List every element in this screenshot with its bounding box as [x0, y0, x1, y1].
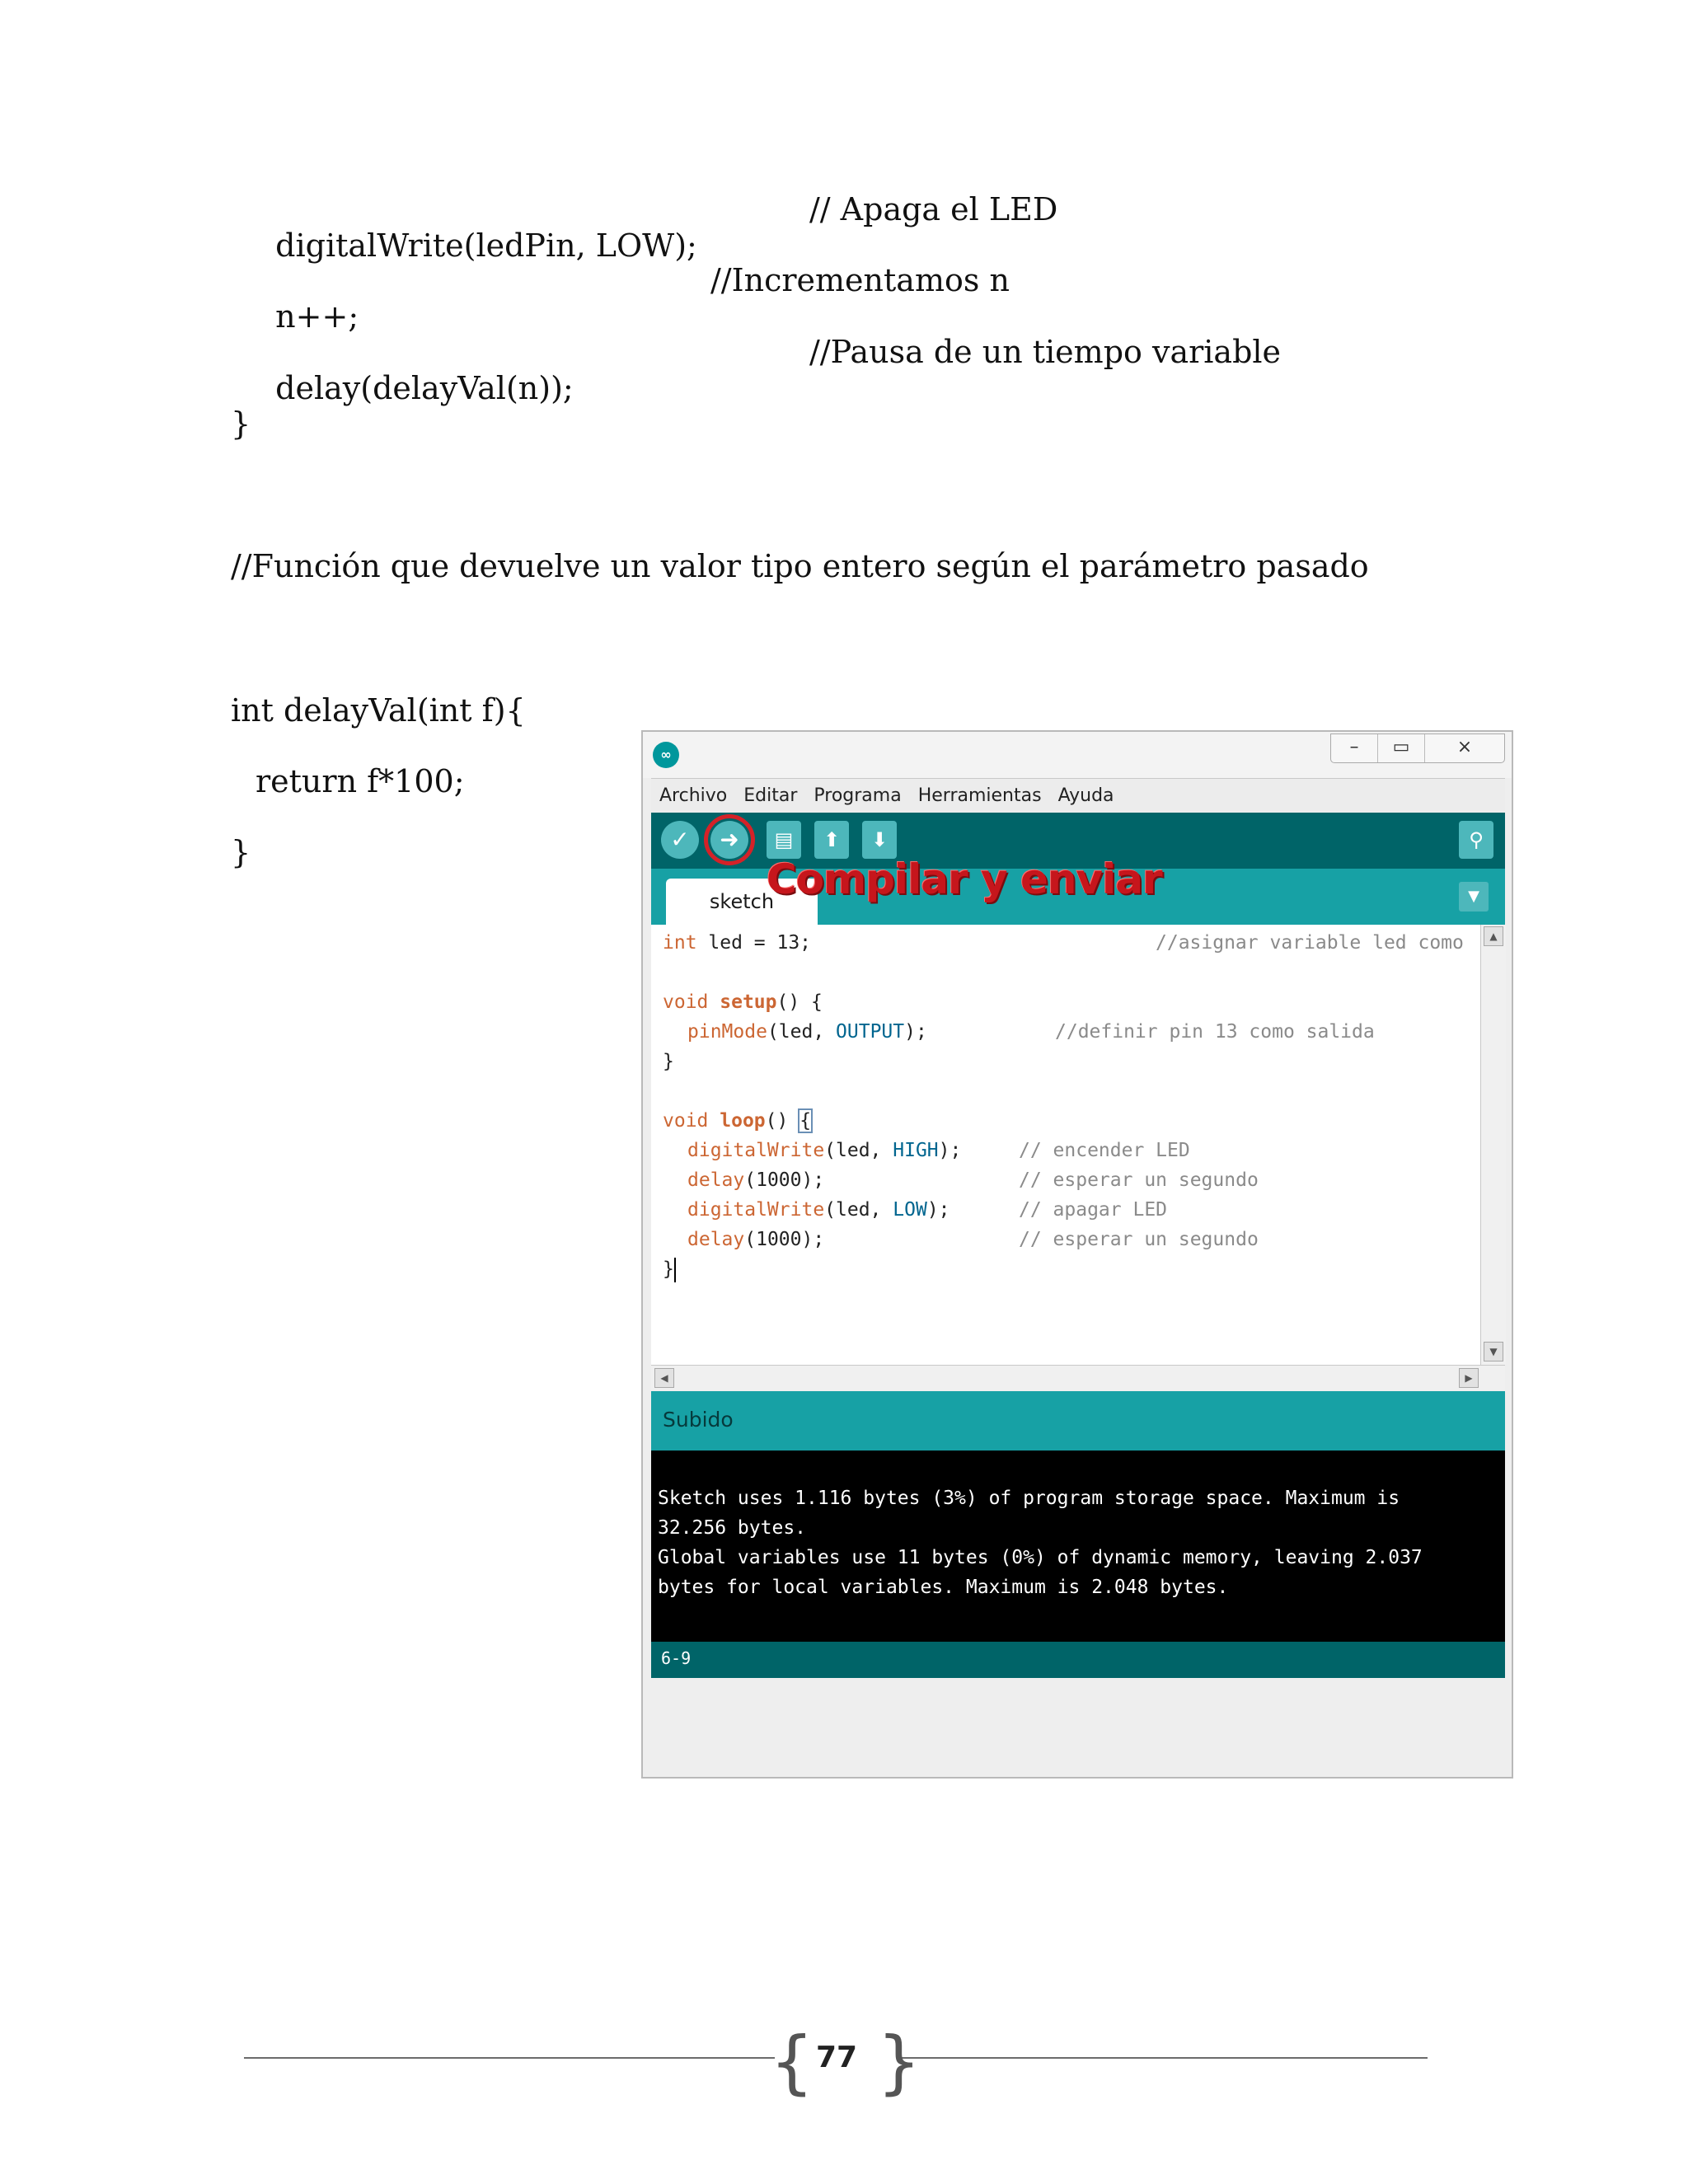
- menu-bar: [651, 778, 1505, 812]
- status-bar: [651, 1391, 1505, 1451]
- annotation-label: Compilar y enviar: [767, 855, 1162, 903]
- upload-highlight-circle: [704, 814, 755, 865]
- closing-brace: }: [231, 405, 251, 442]
- code-comment: // apagar LED: [1019, 1199, 1168, 1221]
- code-line: pinMode(led, OUTPUT);: [687, 1021, 927, 1043]
- code-comment: // Apaga el LED: [809, 191, 1058, 227]
- new-icon[interactable]: ▤: [767, 821, 801, 859]
- code-comment: //asignar variable led como: [1156, 932, 1464, 954]
- menu-archivo[interactable]: Archivo: [659, 785, 728, 806]
- code-text: digitalWrite(ledPin, LOW);: [275, 227, 697, 264]
- code-line: [256, 334, 574, 406]
- code-line: delay(1000);: [687, 1229, 825, 1250]
- menu-herramientas[interactable]: Herramientas: [917, 785, 1042, 806]
- console-line: Sketch uses 1.116 bytes (3%) of program storage space. Maximum is: [658, 1488, 1400, 1509]
- code-line: [256, 262, 359, 335]
- code-comment: // esperar un segundo: [1019, 1169, 1259, 1191]
- closing-brace: }: [231, 834, 251, 870]
- upload-icon[interactable]: ➜: [710, 821, 748, 859]
- scroll-right-icon[interactable]: ▶: [1459, 1368, 1479, 1388]
- scroll-down-icon[interactable]: ▼: [1484, 1342, 1503, 1361]
- save-icon[interactable]: ⬇: [862, 821, 897, 859]
- console-line: Global variables use 11 bytes (0%) of dynamic memory, leaving 2.037: [658, 1547, 1423, 1568]
- menu-programa[interactable]: Programa: [814, 785, 902, 806]
- horizontal-scrollbar[interactable]: [651, 1365, 1505, 1390]
- footer-bracket-right: }: [877, 2022, 921, 2102]
- code-text: delay(delayVal(n));: [275, 370, 574, 406]
- vertical-scrollbar[interactable]: [1480, 925, 1506, 1365]
- code-comment: // encender LED: [1019, 1140, 1190, 1161]
- tab-menu-icon[interactable]: ▼: [1459, 882, 1489, 912]
- code-line: void setup() {: [663, 991, 823, 1013]
- scroll-left-icon[interactable]: ◀: [654, 1368, 674, 1388]
- code-comment: // esperar un segundo: [1019, 1229, 1259, 1250]
- code-line: digitalWrite(led, HIGH);: [687, 1140, 962, 1161]
- line-indicator: 6-9: [661, 1648, 692, 1668]
- code-line: int led = 13;: [663, 932, 812, 954]
- function-comment: //Función que devuelve un valor tipo entero según el parámetro pasado: [231, 548, 1369, 584]
- arduino-ide-screenshot: [641, 730, 1513, 1779]
- line-status-bar: [651, 1642, 1505, 1678]
- code-comment: //definir pin 13 como salida: [1055, 1021, 1375, 1043]
- minimize-button[interactable]: –: [1331, 734, 1378, 762]
- window-controls: [1330, 733, 1505, 763]
- verify-icon[interactable]: ✓: [661, 821, 699, 859]
- console-line: bytes for local variables. Maximum is 2.048 bytes.: [658, 1577, 1229, 1598]
- code-line: void loop() {: [663, 1110, 812, 1132]
- scroll-up-icon[interactable]: ▲: [1484, 926, 1503, 946]
- maximize-button[interactable]: ▭: [1378, 734, 1425, 762]
- code-editor[interactable]: [651, 925, 1480, 1365]
- text-cursor: [674, 1258, 676, 1282]
- code-line: [256, 191, 697, 264]
- menu-editar[interactable]: Editar: [743, 785, 798, 806]
- close-button[interactable]: ×: [1456, 737, 1473, 757]
- serial-monitor-icon[interactable]: ⚲: [1459, 821, 1493, 859]
- function-return: return f*100;: [256, 763, 465, 799]
- page-number: 77: [815, 2041, 858, 2074]
- code-line: digitalWrite(led, LOW);: [687, 1199, 950, 1221]
- open-icon[interactable]: ⬆: [814, 821, 849, 859]
- footer-rule-left: [244, 2057, 775, 2059]
- code-comment: //Pausa de un tiempo variable: [809, 334, 1282, 370]
- tab-sketch[interactable]: sketch: [666, 879, 818, 925]
- footer-rule-right: [897, 2057, 1428, 2059]
- console-line: 32.256 bytes.: [658, 1517, 807, 1539]
- code-text: n++;: [275, 298, 359, 335]
- footer-bracket-left: {: [770, 2022, 814, 2102]
- code-comment: //Incrementamos n: [710, 262, 1010, 298]
- menu-ayuda[interactable]: Ayuda: [1057, 785, 1114, 806]
- title-bar: [643, 732, 1512, 778]
- function-signature: int delayVal(int f){: [231, 692, 526, 729]
- console-output: [651, 1451, 1505, 1642]
- code-line: delay(1000);: [687, 1169, 825, 1191]
- status-message: Subido: [663, 1408, 734, 1432]
- code-line: }: [663, 1254, 676, 1284]
- code-line: }: [663, 1051, 674, 1072]
- arduino-logo-icon: ∞: [653, 742, 679, 768]
